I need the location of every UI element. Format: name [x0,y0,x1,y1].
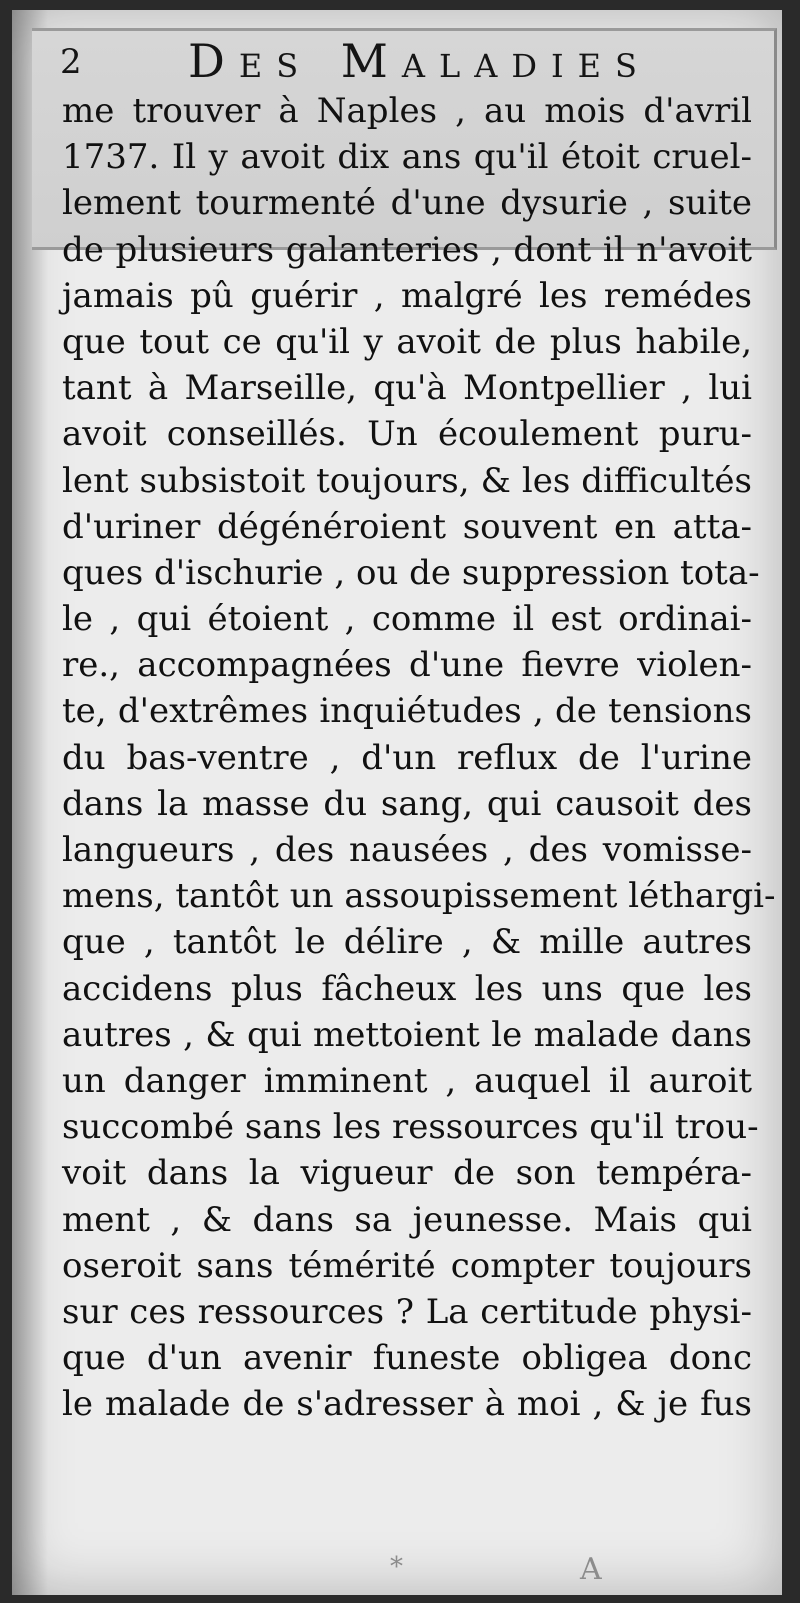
text-line: que tout ce qu'il y avoit de plus habile, [62,321,752,362]
text-line: langueurs , des nausées , des vomisse- [62,830,752,870]
text-line: un danger imminent , auquel il auroit [62,1060,752,1101]
text-line: d'uriner dégénéroient souvent en atta- [62,506,752,547]
text-line: de plusieurs galanteries , dont il n'avoit [62,229,752,270]
footer-mark: * [390,1552,403,1582]
text-line: voit dans la vigueur de son tempéra- [62,1153,752,1194]
page-footer [60,1552,760,1592]
text-line: le malade de s'adresser à moi , & je fus [62,1384,752,1425]
text-line: dans la masse du sang, qui causoit des [62,783,752,824]
running-title: Des Maladies [188,34,651,88]
text-line: jamais pû guérir , malgré les remédes [62,275,752,316]
text-line: ques d'ischurie , ou de suppression tota- [62,552,760,593]
text-line: te, d'extrêmes inquiétudes , de tensions [62,691,752,732]
text-line: sur ces ressources ? La certitude physi- [62,1291,752,1332]
page-number: 2 [60,42,82,82]
text-line: lent subsistoit toujours, & les difficultés [62,460,752,501]
text-line: ment , & dans sa jeunesse. Mais qui [62,1199,752,1240]
text-line: lement tourmenté d'une dysurie , suite [62,183,752,224]
book-page [12,10,782,1595]
text-line: tant à Marseille, qu'à Montpellier , lui [62,368,752,409]
text-line: 1737. Il y avoit dix ans qu'il étoit cruel- [62,137,752,178]
text-line: que , tantôt le délire , & mille autres [62,922,752,963]
text-line: re., accompagnées d'une fievre violen- [62,645,752,686]
text-line: me trouver à Naples , au mois d'avril [62,91,752,131]
text-line: que d'un avenir funeste obligea donc [62,1338,752,1379]
text-line: mens, tantôt un assoupissement léthargi- [62,876,776,917]
body-text [62,88,776,1427]
text-line: du bas-ventre , d'un reflux de l'urine [62,737,752,778]
text-line: le , qui étoient , comme il est ordinai- [62,599,752,640]
text-line: avoit conseillés. Un écoulement puru- [62,414,752,455]
text-line: accidens plus fâcheux les uns que les [62,968,752,1009]
running-head [60,32,760,96]
text-line: succombé sans les ressources qu'il trou- [62,1107,759,1148]
text-line: autres , & qui mettoient le malade dans [62,1014,752,1055]
signature-letter: A [580,1552,602,1587]
text-line: oseroit sans témérité compter toujours [62,1245,752,1286]
